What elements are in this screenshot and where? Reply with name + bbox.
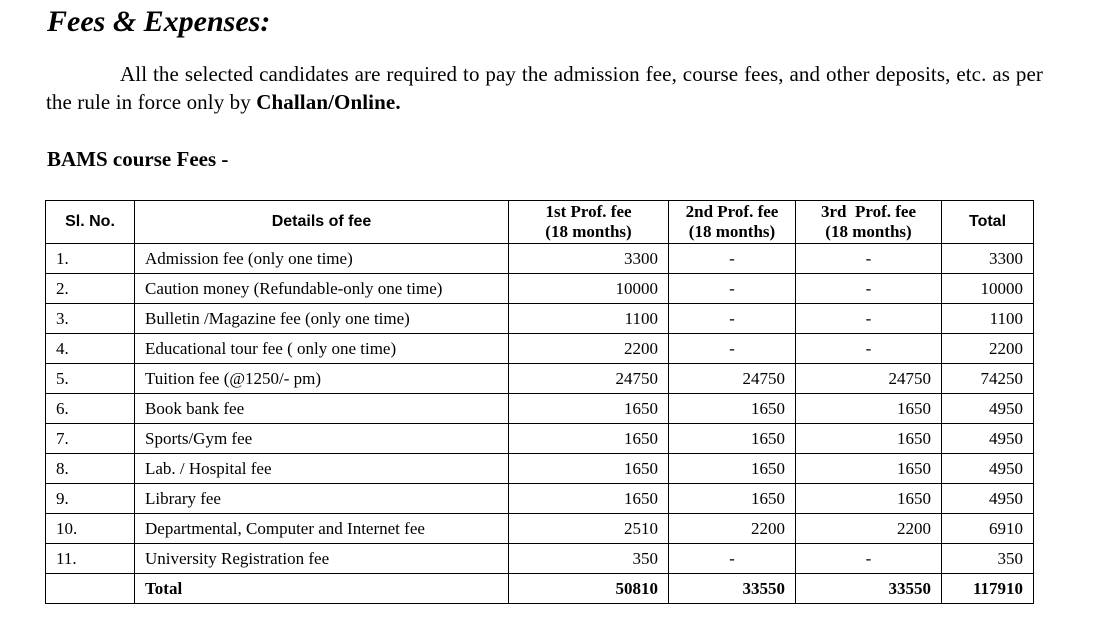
cell-total: 74250 — [942, 364, 1034, 394]
table-body — [46, 244, 1034, 604]
cell-sl-no: 3. — [46, 304, 135, 334]
table-row — [46, 544, 1034, 574]
cell-sl-no: 5. — [46, 364, 135, 394]
header-second-prof-line2: (18 months) — [688, 222, 776, 241]
cell-sl-no: 1. — [46, 244, 135, 274]
cell-total: 350 — [942, 544, 1034, 574]
table-row — [46, 304, 1034, 334]
cell-sl-no: 6. — [46, 394, 135, 424]
cell-first-prof: 1650 — [509, 424, 669, 454]
cell-third-prof: - — [796, 274, 942, 304]
cell-details: Book bank fee — [135, 394, 509, 424]
cell-total: 2200 — [942, 334, 1034, 364]
cell-details: Total — [135, 574, 509, 604]
cell-third-prof: - — [796, 304, 942, 334]
cell-third-prof: - — [796, 334, 942, 364]
fees-table — [45, 200, 1034, 604]
cell-first-prof: 350 — [509, 544, 669, 574]
cell-total: 4950 — [942, 424, 1034, 454]
cell-first-prof: 1650 — [509, 454, 669, 484]
cell-sl-no: 9. — [46, 484, 135, 514]
cell-second-prof: 1650 — [669, 484, 796, 514]
intro-text: All the selected candidates are required to pay the admission fee, course fees, and other deposits, etc. as per the rule in force only by — [46, 62, 1043, 114]
cell-first-prof: 50810 — [509, 574, 669, 604]
cell-total: 4950 — [942, 484, 1034, 514]
cell-first-prof: 10000 — [509, 274, 669, 304]
table-total-row — [46, 574, 1034, 604]
cell-third-prof: 1650 — [796, 424, 942, 454]
cell-third-prof: 2200 — [796, 514, 942, 544]
header-sl-no: Sl. No. — [46, 201, 135, 244]
cell-details: University Registration fee — [135, 544, 509, 574]
header-first-prof — [509, 201, 669, 244]
table-row — [46, 394, 1034, 424]
cell-total: 4950 — [942, 454, 1034, 484]
cell-second-prof: - — [669, 544, 796, 574]
cell-third-prof: - — [796, 244, 942, 274]
cell-total: 1100 — [942, 304, 1034, 334]
cell-sl-no: 7. — [46, 424, 135, 454]
page-heading: Fees & Expenses: — [47, 5, 271, 38]
cell-details: Library fee — [135, 484, 509, 514]
header-second-prof — [669, 201, 796, 244]
cell-total: 4950 — [942, 394, 1034, 424]
cell-total: 6910 — [942, 514, 1034, 544]
cell-details: Caution money (Refundable-only one time) — [135, 274, 509, 304]
cell-second-prof: - — [669, 334, 796, 364]
table-row — [46, 424, 1034, 454]
cell-first-prof: 1650 — [509, 484, 669, 514]
cell-sl-no — [46, 574, 135, 604]
cell-third-prof: 33550 — [796, 574, 942, 604]
cell-second-prof: 1650 — [669, 394, 796, 424]
header-first-prof-line2: (18 months) — [545, 222, 632, 241]
cell-details: Departmental, Computer and Internet fee — [135, 514, 509, 544]
section-subheading: BAMS course Fees - — [47, 147, 229, 171]
cell-details: Sports/Gym fee — [135, 424, 509, 454]
cell-second-prof: - — [669, 244, 796, 274]
cell-second-prof: 2200 — [669, 514, 796, 544]
cell-first-prof: 1100 — [509, 304, 669, 334]
intro-bold-text: Challan/Online. — [256, 90, 401, 114]
cell-second-prof: 33550 — [669, 574, 796, 604]
cell-sl-no: 4. — [46, 334, 135, 364]
header-third-prof — [796, 201, 942, 244]
cell-total: 3300 — [942, 244, 1034, 274]
table-row — [46, 274, 1034, 304]
cell-total: 10000 — [942, 274, 1034, 304]
table-row — [46, 484, 1034, 514]
cell-first-prof: 2200 — [509, 334, 669, 364]
intro-paragraph — [46, 60, 1043, 116]
cell-sl-no: 2. — [46, 274, 135, 304]
table-row — [46, 514, 1034, 544]
header-third-prof-line2: (18 months) — [825, 222, 912, 241]
cell-details: Bulletin /Magazine fee (only one time) — [135, 304, 509, 334]
cell-details: Tuition fee (@1250/- pm) — [135, 364, 509, 394]
header-details: Details of fee — [135, 201, 509, 244]
cell-second-prof: 1650 — [669, 424, 796, 454]
cell-sl-no: 11. — [46, 544, 135, 574]
cell-third-prof: 1650 — [796, 394, 942, 424]
table-row — [46, 364, 1034, 394]
cell-first-prof: 3300 — [509, 244, 669, 274]
header-total: Total — [942, 201, 1034, 244]
cell-third-prof: 24750 — [796, 364, 942, 394]
cell-second-prof: 1650 — [669, 454, 796, 484]
table-header-row — [46, 201, 1034, 244]
cell-third-prof: 1650 — [796, 484, 942, 514]
cell-details: Admission fee (only one time) — [135, 244, 509, 274]
cell-total: 117910 — [942, 574, 1034, 604]
cell-sl-no: 8. — [46, 454, 135, 484]
header-first-prof-line1: 1st Prof. fee — [545, 202, 632, 221]
header-third-prof-line1: 3rd Prof. fee — [820, 202, 917, 221]
table-row — [46, 454, 1034, 484]
header-second-prof-line1: 2nd Prof. fee — [685, 202, 779, 221]
cell-second-prof: - — [669, 274, 796, 304]
cell-sl-no: 10. — [46, 514, 135, 544]
cell-third-prof: 1650 — [796, 454, 942, 484]
cell-first-prof: 2510 — [509, 514, 669, 544]
cell-first-prof: 24750 — [509, 364, 669, 394]
cell-second-prof: - — [669, 304, 796, 334]
table-row — [46, 244, 1034, 274]
table-row — [46, 334, 1034, 364]
cell-second-prof: 24750 — [669, 364, 796, 394]
cell-details: Lab. / Hospital fee — [135, 454, 509, 484]
cell-third-prof: - — [796, 544, 942, 574]
cell-first-prof: 1650 — [509, 394, 669, 424]
cell-details: Educational tour fee ( only one time) — [135, 334, 509, 364]
